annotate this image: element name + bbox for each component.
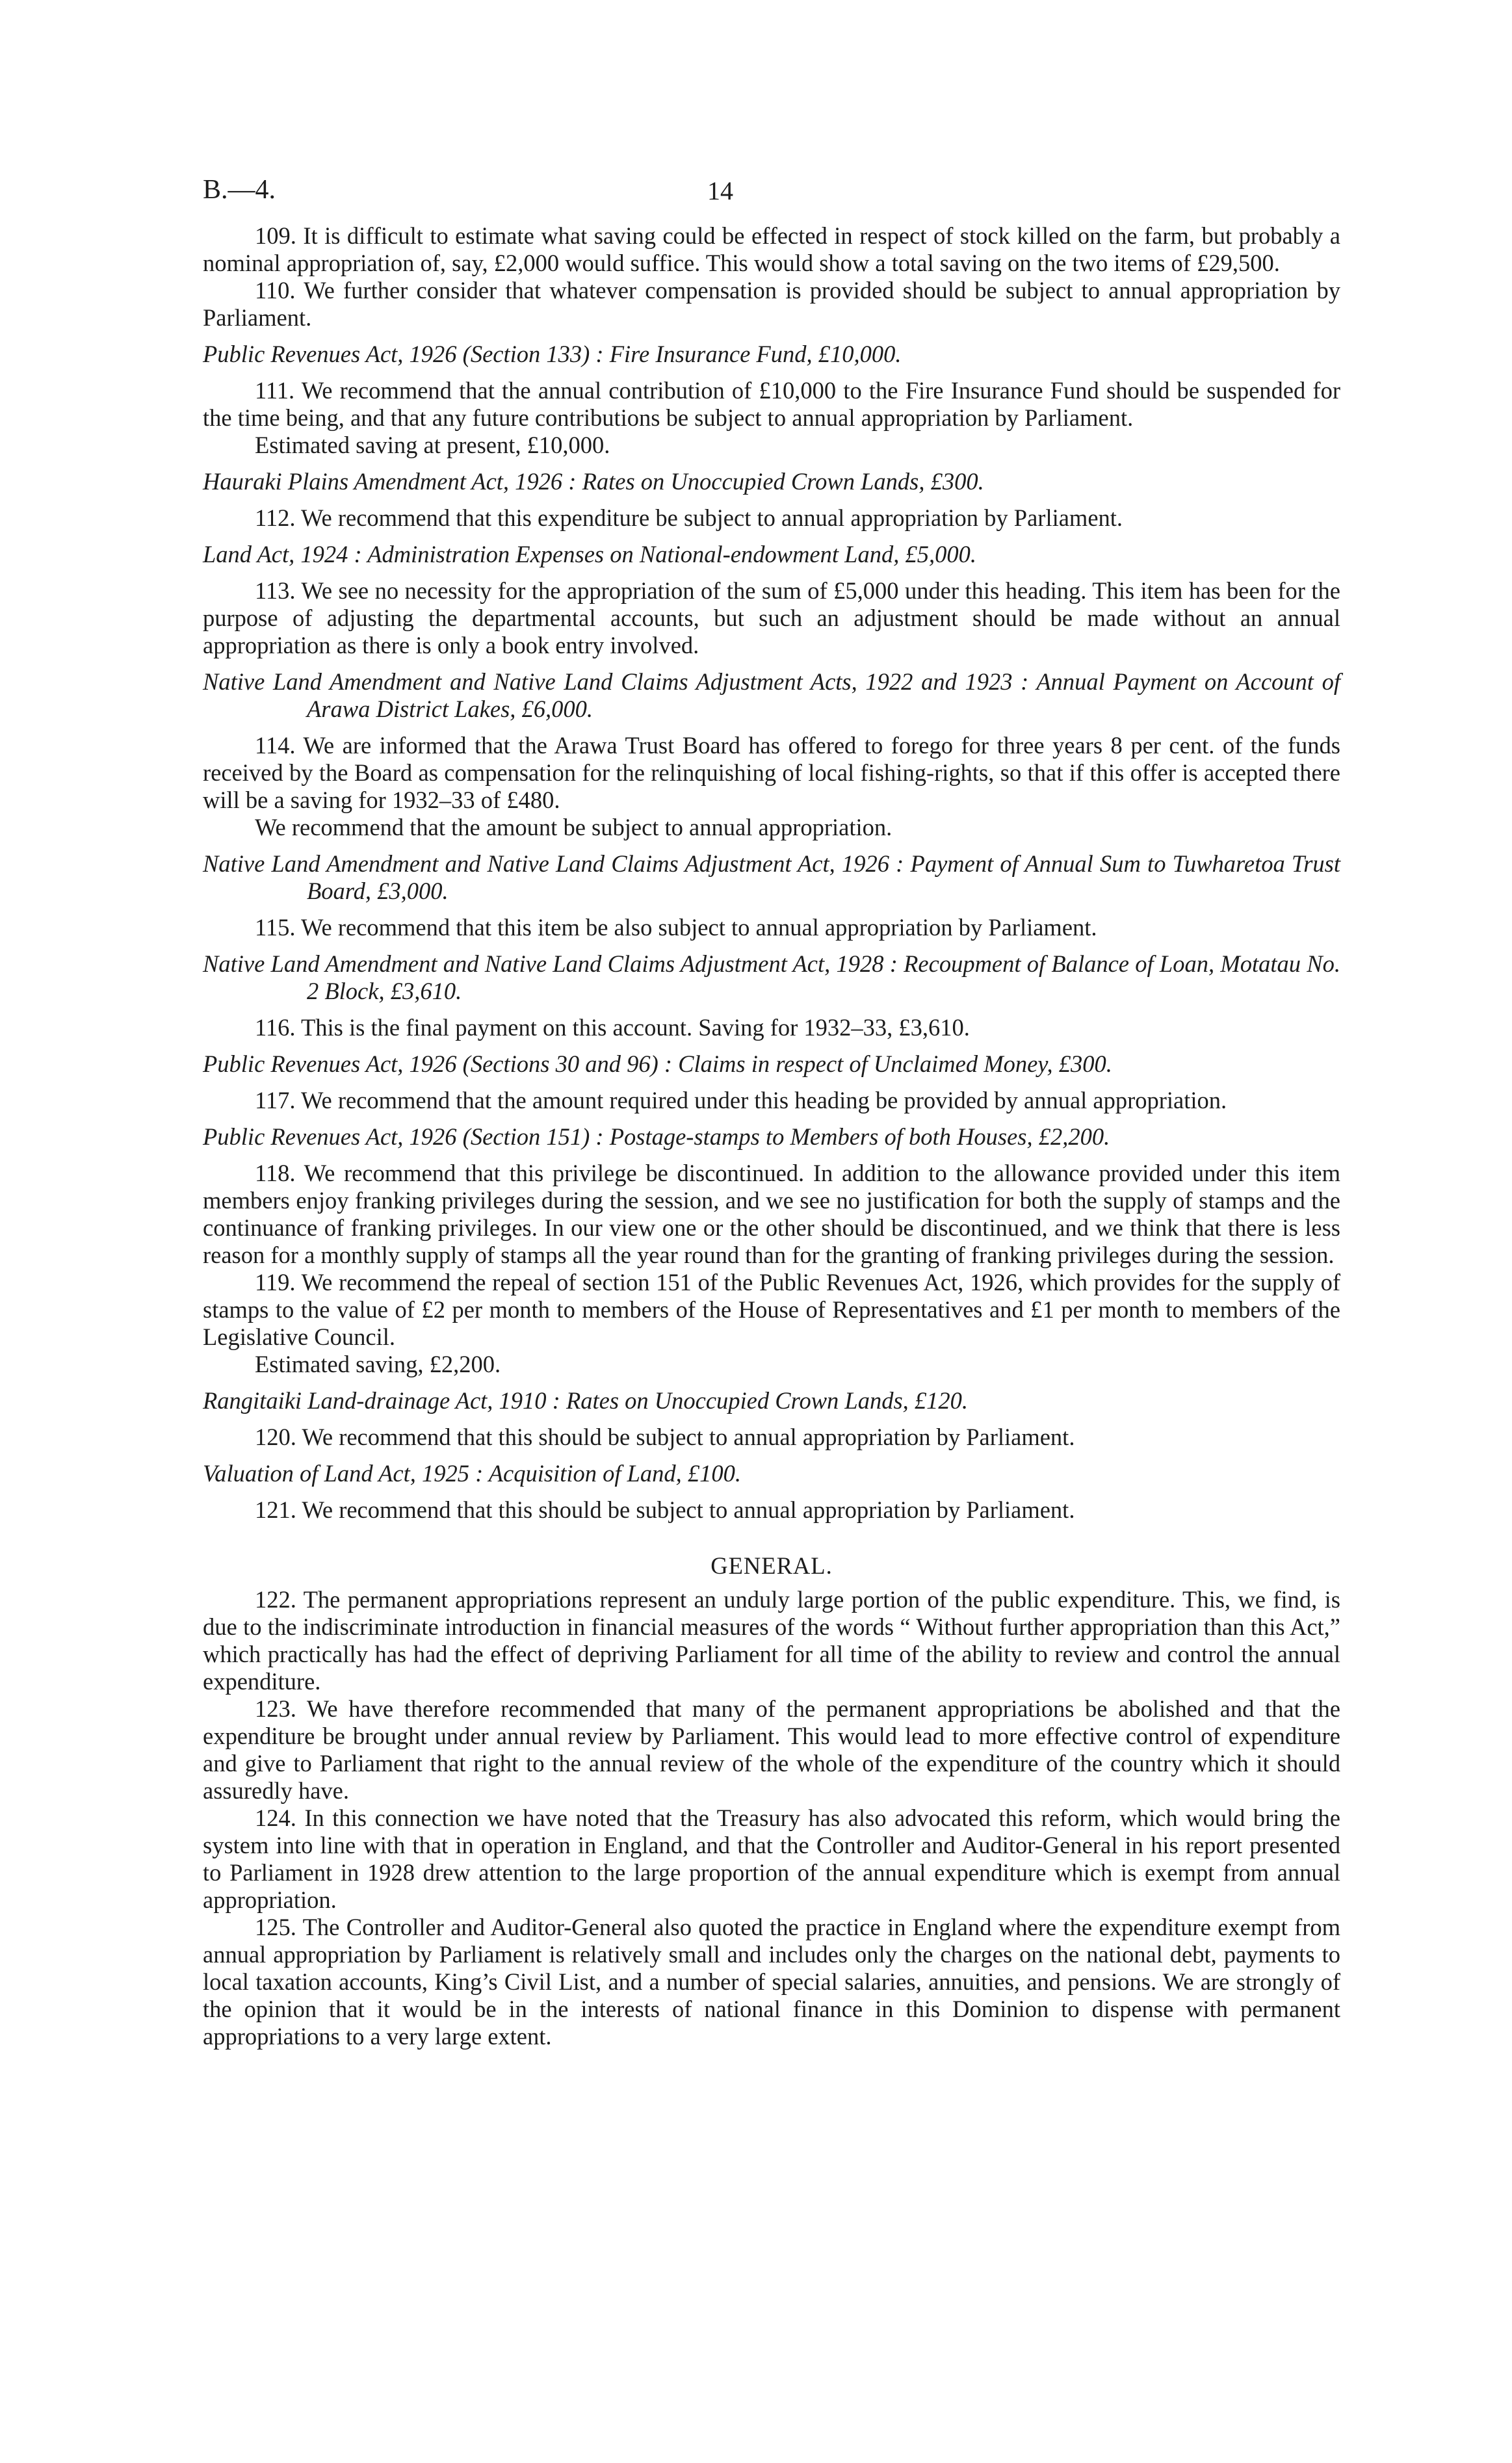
section-heading-general: GENERAL. xyxy=(710,1552,833,1579)
heading-postage-stamps: Public Revenues Act, 1926 (Section 151) : Postage-stamps to Members of both Houses, £2,200. xyxy=(203,1123,1110,1150)
heading-fire-insurance-fund: Public Revenues Act, 1926 (Section 133) : Fire Insurance Fund, £10,000. xyxy=(203,341,902,367)
document-body xyxy=(203,222,1340,2050)
paragraph-109: 109. It is difficult to estimate what saving could be effected in respect of stock killed on the farm, but probably a nominal appropriation of, say, £2,000 would suffice. This would show a total saving on the two items of £29,500. xyxy=(203,222,1340,276)
paragraph-114: 114. We are informed that the Arawa Trust Board has offered to forego for three years 8 per cent. of the funds received by the Board as compensation for the relinquishing of local fishing-rights, so that if this offer is accepted there will be a saving for 1932–33 of £480. xyxy=(203,732,1340,813)
heading-rangitaiki-land-drainage: Rangitaiki Land-drainage Act, 1910 : Rates on Unoccupied Crown Lands, £120. xyxy=(203,1387,969,1414)
paragraph-116: 116. This is the final payment on this account. Saving for 1932–33, £3,610. xyxy=(255,1014,970,1041)
paragraph-113: 113. We see no necessity for the appropriation of the sum of £5,000 under this heading. This item has been for the purpose of adjusting the departmental accounts, but such an adjustment should be made without an annual appropriation as there is only a book entry involved. xyxy=(203,577,1340,658)
heading-motatau-loan: Native Land Amendment and Native Land Claims Adjustment Act, 1928 : Recoupment of Balance of Loan, Motatau No. 2 Block, £3,610. xyxy=(203,950,1340,1004)
paragraph-124: 124. In this connection we have noted that the Treasury has also advocated this reform, which would bring the system into line with that in operation in England, and that the Controller and Auditor-General in his report presented to Parliament in 1928 drew attention to the large proportion of the annual expenditure which is exempt from annual appropriation. xyxy=(203,1805,1340,1913)
heading-tuwharetoa-trust-board: Native Land Amendment and Native Land Claims Adjustment Act, 1926 : Payment of Annual Sum to Tuwharetoa Trust Board, £3,000. xyxy=(203,850,1340,904)
paragraph-120: 120. We recommend that this should be subject to annual appropriation by Parliament. xyxy=(255,1424,1075,1450)
paragraph-121: 121. We recommend that this should be subject to annual appropriation by Parliament. xyxy=(255,1496,1075,1523)
paragraph-119-saving: Estimated saving, £2,200. xyxy=(255,1351,501,1377)
heading-valuation-of-land: Valuation of Land Act, 1925 : Acquisition of Land, £100. xyxy=(203,1460,742,1487)
heading-hauraki-plains: Hauraki Plains Amendment Act, 1926 : Rates on Unoccupied Crown Lands, £300. xyxy=(203,468,984,495)
paragraph-110: 110. We further consider that whatever compensation is provided should be subject to annual appropriation by Parliament. xyxy=(203,277,1340,331)
paragraph-114-recommendation: We recommend that the amount be subject to annual appropriation. xyxy=(255,814,893,841)
paragraph-125: 125. The Controller and Auditor-General also quoted the practice in England where the expenditure exempt from annual appropriation by Parliament is relatively small and includes only the charges on the national debt, payments to local taxation accounts, King’s Civil List, and a number of special salaries, annuities, and pensions. We are strongly of the opinion that it would be in the interests of national finance in this Dominion to dispense with permanent appropriations to a very large extent. xyxy=(203,1914,1340,2050)
page-number: 14 xyxy=(707,176,733,205)
paragraph-117: 117. We recommend that the amount required under this heading be provided by annual appropriation. xyxy=(255,1087,1227,1114)
paragraph-122: 122. The permanent appropriations represent an unduly large portion of the public expenditure. This, we find, is due to the indiscriminate introduction in financial measures of the words “ Without further appropriation than this Act,” which practically has had the effect of depriving Parliament for all time of the ability to review and control the annual expenditure. xyxy=(203,1586,1340,1695)
heading-arawa-district-lakes: Native Land Amendment and Native Land Claims Adjustment Acts, 1922 and 1923 : Annual Payment on Account of Arawa District Lakes, £6,000. xyxy=(203,668,1340,722)
document-reference: B.—4. xyxy=(203,175,276,205)
paragraph-112: 112. We recommend that this expenditure be subject to annual appropriation by Parliament. xyxy=(255,504,1123,531)
paragraph-115: 115. We recommend that this item be also subject to annual appropriation by Parliament. xyxy=(255,914,1097,941)
paragraph-111-saving: Estimated saving at present, £10,000. xyxy=(255,432,610,458)
paragraph-118: 118. We recommend that this privilege be discontinued. In addition to the allowance provided under this item members enjoy franking privileges during the session, and we see no justification for both the supply of stamps and the continuance of franking privileges. In our view one or the other should be discontinued, and we think that there is less reason for a monthly supply of stamps all the year round than for the granting of franking privileges during the session. xyxy=(203,1160,1340,1268)
heading-unclaimed-money: Public Revenues Act, 1926 (Sections 30 and 96) : Claims in respect of Unclaimed Money, £300. xyxy=(203,1050,1112,1077)
paragraph-111: 111. We recommend that the annual contribution of £10,000 to the Fire Insurance Fund should be suspended for the time being, and that any future contributions be subject to annual appropriation by Parliament. xyxy=(203,377,1340,431)
heading-land-act-1924: Land Act, 1924 : Administration Expenses on National-endowment Land, £5,000. xyxy=(203,541,976,567)
paragraph-123: 123. We have therefore recommended that many of the permanent appropriations be abolished and that the expenditure be brought under annual review by Parliament. This would lead to more effective control of expenditure and give to Parliament that right to the annual review of the whole of the expenditure of the country which it should assuredly have. xyxy=(203,1695,1340,1804)
paragraph-119: 119. We recommend the repeal of section 151 of the Public Revenues Act, 1926, which provides for the supply of stamps to the value of £2 per month to members of the House of Representatives and £1 per month to members of the Legislative Council. xyxy=(203,1269,1340,1350)
